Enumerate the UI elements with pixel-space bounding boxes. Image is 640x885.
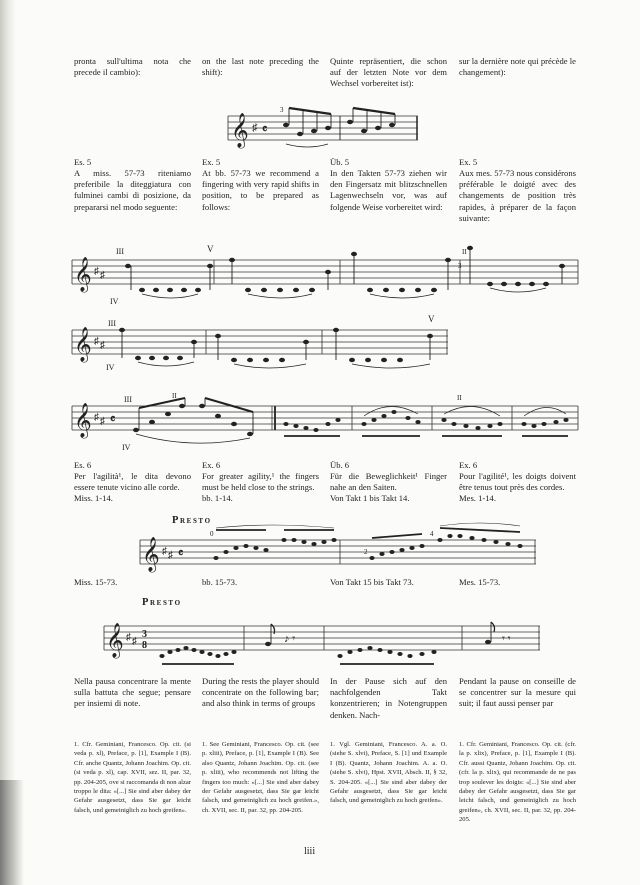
page-corner-shadow xyxy=(0,780,24,885)
bow-mark: V xyxy=(207,244,214,254)
footnote-german: 1. Vgl. Geminiani, Francesco. A. a. O. (siehe S. xlvi), Preface, S. [1] und Example I (B). Quantz, Johann Joachim. A. a. O. (siehe S. xlvi), Hpst. XVII, Absch. II, § 32, S. 204-205. «[...] Sie sind aber dabey der Gefahr ausgesetzt, dass Sie gar leicht falsch, und gemeiniglich zu hoch greifen». xyxy=(330,741,447,805)
svg-text:𝄞: 𝄞 xyxy=(74,328,92,361)
string-mark: IV xyxy=(122,443,131,452)
svg-text:♯: ♯ xyxy=(100,270,105,281)
finger-mark: 0 xyxy=(210,530,214,538)
svg-text:IV: IV xyxy=(106,363,115,372)
svg-text:♯: ♯ xyxy=(94,266,99,277)
ex6-text-italian: Per l'agilità¹, le dita devono essere tenute vicino alle corde. xyxy=(74,471,191,493)
svg-text:V: V xyxy=(428,314,435,324)
ex6-label-en: Ex. 6 xyxy=(202,460,221,470)
svg-text:𝄴: 𝄴 xyxy=(178,546,184,560)
finger-mark: 3 xyxy=(280,106,284,114)
svg-text:♯: ♯ xyxy=(94,336,99,347)
ex6-range-en: bb. 1-14. xyxy=(202,493,233,503)
music-presto-1 xyxy=(140,526,540,576)
finger-mark: 4 xyxy=(430,530,434,538)
svg-text:𝄞: 𝄞 xyxy=(74,404,92,437)
page-number: liii xyxy=(304,846,316,857)
bottom-text-english: During the rests the player should concentrate on the following bar; and also think in terms of groups xyxy=(202,676,319,709)
ex5-label-it: Es. 5 xyxy=(74,157,92,167)
svg-text:♯: ♯ xyxy=(168,550,173,561)
string-mark: III xyxy=(124,395,132,404)
ex6-label-it: Es. 6 xyxy=(74,460,92,470)
top-text-english: on the last note preceding the shift): xyxy=(202,56,319,78)
page-binding-shadow xyxy=(0,0,16,885)
ex5-text-french: Aux mes. 57-73 nous considérons préférable le doigté avec des changements de position très rapides, à préparer de la façon suivante: xyxy=(459,168,576,223)
ex6-text-english: For greater agility,¹ the fingers must be held close to the strings. xyxy=(202,471,319,493)
svg-text:♯: ♯ xyxy=(100,340,105,351)
rest-marks: ♪ 𝄾 xyxy=(284,633,296,645)
svg-text:3: 3 xyxy=(142,629,147,640)
presto-range-fr: Mes. 15-73. xyxy=(459,577,501,587)
svg-text:♯: ♯ xyxy=(94,412,99,423)
bottom-text-german: In der Pause sich auf den nachfolgenden Takt konzentrieren; in Notengruppen denken. Nach- xyxy=(330,676,447,720)
music-example-6 xyxy=(72,390,582,452)
string-mark: II xyxy=(462,248,467,256)
footnote-french: 1. Cfr. Geminiani, Francesco. Op. cit. (cfr. la p. xlix), Preface, p. [1], Example I (B). Cfr. aussi Quantz, Johann Joachim. Op. cit. (cfr. la p. xlix), qui recommande de ne pas trop soulever les doigts: «[...] Sie sind aber dabey der Gefahr ausgesetzt, dass Sie gar leicht falsch, und gemeiniglich zu hoch greifen», ch. XVII, sec. II, par. 32, pp. 204-205. xyxy=(459,741,576,824)
svg-text:8: 8 xyxy=(142,640,147,651)
string-mark: II xyxy=(172,392,177,400)
footnote-italian: 1. Cfr. Geminiani, Francesco. Op. cit. (si veda p. xl), Preface, p. [1], Example I (B). Cfr. anche Quantz, Johann Joachim. Op. cit. (si veda p. xl), cap. XVII, sez. II, par. 32, pp. 204-205, ove si raccomanda di non alzar troppo le dita: «[...] Sie sind aber dabey der Gefahr ausgesetzt, dass Sie gar leicht falsch, und gemeiniglich zu hoch greifen». xyxy=(74,741,192,814)
ex5-text-english: At bb. 57-73 we recommend a fingering with very rapid shifts in position, to be prepared as follows: xyxy=(202,168,319,212)
tempo-marking-2: Presto xyxy=(142,597,182,608)
svg-text:𝄞: 𝄞 xyxy=(106,624,124,657)
svg-text:𝄴: 𝄴 xyxy=(262,122,268,136)
top-text-german: Quinte repräsentiert, die schon auf der letzten Note vor dem Wechsel vorbereitet ist): xyxy=(330,56,447,89)
music-example-5-row-2 xyxy=(72,312,452,374)
ex6-range-fr: Mes. 1-14. xyxy=(459,493,496,503)
ex6-range-it: Miss. 1-14. xyxy=(74,493,113,503)
svg-text:II: II xyxy=(457,394,462,402)
string-mark: III xyxy=(116,247,124,256)
ex5-text-german: In den Takten 57-73 ziehen wir den Fingersatz mit blitzschnellen Lagenwechseln vor, was auf folgende Weise vorbereitet wird: xyxy=(330,168,447,212)
presto-range-it: Miss. 15-73. xyxy=(74,577,118,587)
presto-range-de: Von Takt 15 bis Takt 73. xyxy=(330,577,414,587)
svg-text:♯: ♯ xyxy=(100,416,105,427)
svg-text:III: III xyxy=(108,319,116,328)
bottom-text-french: Pendant la pause on conseille de se concentrer sur la mesure qui suit; il faut aussi penser par xyxy=(459,676,576,709)
tempo-marking: Presto xyxy=(172,515,212,526)
top-text-french: sur la dernière note qui précède le changement): xyxy=(459,56,576,78)
footnote-english: 1. See Geminiani, Francesco. Op. cit. (see p. xliii), Preface, p. [1], Example I (B). See also Quantz, Johann Joachim. Op. cit. (see p. xliii), who recommends not lifting the fingers too much: «[...] Sie sind aber dabey der Gefahr ausgesetzt, dass Sie gar leicht falsch, und gemeiniglich zu hoch greifen.», ch. XVII, sec. II, par. 32, pp. 204-205. xyxy=(202,741,319,814)
ex6-label-fr: Ex. 6 xyxy=(459,460,478,470)
ex6-range-de: Von Takt 1 bis Takt 14. xyxy=(330,493,410,503)
music-example-5-row-1 xyxy=(72,238,582,308)
top-text-italian: pronta sull'ultima nota che precede il cambio): xyxy=(74,56,191,78)
bottom-text-italian: Nella pausa concentrare la mente sulla battuta che segue; pensare per insiemi di note. xyxy=(74,676,191,709)
ex5-label-fr: Ex. 5 xyxy=(459,157,478,167)
ex5-label-de: Üb. 5 xyxy=(330,157,350,167)
ex6-text-german: Für die Beweglichkeit¹ Finger nahe an den Saiten. xyxy=(330,471,447,493)
ex5-label-en: Ex. 5 xyxy=(202,157,221,167)
ex5-text-italian: A miss. 57-73 riteniamo preferibile la diteggiatura con fulminei cambi di posizione, da prepararsi nel modo seguente: xyxy=(74,168,191,212)
music-presto-2 xyxy=(104,612,544,668)
music-example-4 xyxy=(228,104,418,152)
svg-text:♯: ♯ xyxy=(126,632,131,643)
ex6-text-french: Pour l'agilité¹, les doigts doivent être tenus tout près des cordes. xyxy=(459,471,576,493)
svg-text:♯: ♯ xyxy=(252,122,258,134)
svg-text:𝄞: 𝄞 xyxy=(74,258,92,291)
presto-range-en: bb. 15-73. xyxy=(202,577,238,587)
finger-mark: 3 xyxy=(458,262,462,270)
svg-text:𝄾 𝄾: 𝄾 𝄾 xyxy=(502,633,511,645)
finger-mark: 2 xyxy=(364,548,368,556)
svg-text:♯: ♯ xyxy=(132,636,137,647)
svg-text:𝄞: 𝄞 xyxy=(142,538,160,571)
svg-text:𝄴: 𝄴 xyxy=(110,412,116,426)
svg-text:𝄞: 𝄞 xyxy=(231,113,249,148)
string-mark: IV xyxy=(110,297,119,306)
ex6-label-de: Üb. 6 xyxy=(330,460,350,470)
svg-text:♯: ♯ xyxy=(162,546,167,557)
